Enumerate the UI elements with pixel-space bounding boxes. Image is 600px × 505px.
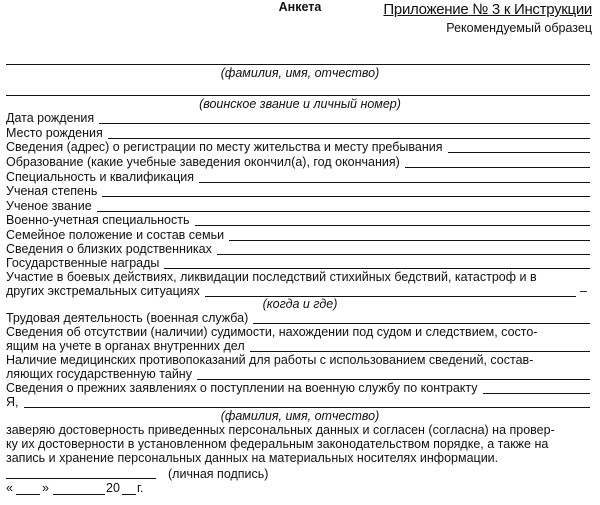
field-criminal-label-line1: Сведения об отсутствии (наличии) судимости, нахождении под судом и следствием, состо- [6,325,538,339]
field-combat-dash: – [580,284,587,298]
field-education-label: Образование (какие учебные заведения окончил(а), год окончания) [6,155,400,169]
field-prior-applications-label: Сведения о прежних заявлениях о поступлении на военную службу по контракту [6,381,478,395]
field-education-line[interactable] [405,156,590,168]
field-awards-line[interactable] [164,257,590,269]
date-year-line[interactable] [122,494,136,495]
field-birth-date-label: Дата рождения [6,111,95,125]
field-combat-line[interactable] [205,285,576,297]
field-address [6,140,590,154]
field-family-line[interactable] [229,229,590,241]
signature-caption: (личная подпись) [168,467,269,481]
field-family [6,228,590,242]
field-labor-line[interactable] [253,312,590,324]
field-military-specialty [6,213,590,227]
field-birth-place [6,126,590,140]
date-close-quote: » [42,481,49,495]
field-awards-label: Государственные награды [6,256,160,270]
field-criminal [6,339,590,353]
field-combat-label-line1: Участие в боевых действиях, ликвидации последствий стихийных бедствий, катастроф и в [6,270,537,284]
field-criminal-label-line2: ящим на учете в органах внутренних дел [6,339,245,353]
appendix-reference: Приложение № 3 к Инструкции [383,1,592,18]
rank-caption: (воинское звание и личный номер) [199,97,401,111]
field-birth-place-line[interactable] [108,127,590,139]
field-degree [6,184,590,198]
field-awards [6,256,590,270]
fio2-caption: (фамилия, имя, отчество) [220,409,380,423]
field-i-line[interactable] [24,396,591,408]
field-birth-place-label: Место рождения [6,126,103,140]
field-medical [6,367,590,381]
field-academic-title [6,199,590,213]
field-prior-applications [6,381,590,395]
field-academic-title-line[interactable] [97,200,590,212]
field-family-label: Семейное положение и состав семьи [6,228,225,242]
field-combat [6,284,576,298]
field-birth-date-line[interactable] [99,112,590,124]
form-title: Анкета [278,0,322,14]
signature-line[interactable] [6,478,156,479]
date-day-line[interactable] [16,494,40,495]
declaration-line1: заверяю достоверность приведенных персональных данных и согласен (согласна) на провер- [6,423,555,437]
field-relatives-label: Сведения о близких родственниках [6,242,212,256]
when-where-caption: (когда и где) [262,297,338,311]
fio-input-line[interactable] [6,64,590,65]
field-address-line[interactable] [448,141,591,153]
field-specialty [6,170,590,184]
field-academic-title-label: Ученое звание [6,199,92,213]
field-specialty-line[interactable] [199,171,590,183]
date-open-quote: « [6,481,13,495]
field-military-specialty-line[interactable] [195,214,591,226]
declaration-line3: запись и хранение персональных данных на материальных носителях информации. [6,451,499,465]
field-i-label: Я, [6,395,19,409]
field-criminal-line[interactable] [250,340,590,352]
field-medical-line[interactable] [197,368,590,380]
field-labor-label: Трудовая деятельность (военная служба) [6,311,249,325]
declaration-line2: ку их достоверности в установленном федеральным законодательством порядке, а также на [6,437,549,451]
field-i [6,395,590,409]
fio-caption: (фамилия, имя, отчество) [220,66,380,80]
field-degree-label: Ученая степень [6,184,98,198]
recommended-sample-label: Рекомендуемый образец [446,21,592,35]
field-medical-label-line1: Наличие медицинских противопоказаний для работы с использованием сведений, состав- [6,353,534,367]
field-military-specialty-label: Военно-учетная специальность [6,213,190,227]
field-prior-applications-line[interactable] [483,382,591,394]
field-combat-label-line2: других экстремальных ситуациях [6,284,200,298]
field-degree-line[interactable] [102,185,590,197]
field-relatives [6,242,590,256]
field-address-label: Сведения (адрес) о регистрации по месту жительства и месту пребывания [6,140,443,154]
date-year-prefix: 20 [106,481,120,495]
field-education [6,155,590,169]
field-birth-date [6,111,590,125]
date-month-line[interactable] [53,494,105,495]
date-year-suffix: г. [137,481,144,495]
rank-input-line[interactable] [6,95,590,96]
field-specialty-label: Специальность и квалификация [6,170,194,184]
field-relatives-line[interactable] [217,243,590,255]
field-labor [6,311,590,325]
field-medical-label-line2: ляющих государственную тайну [6,367,192,381]
